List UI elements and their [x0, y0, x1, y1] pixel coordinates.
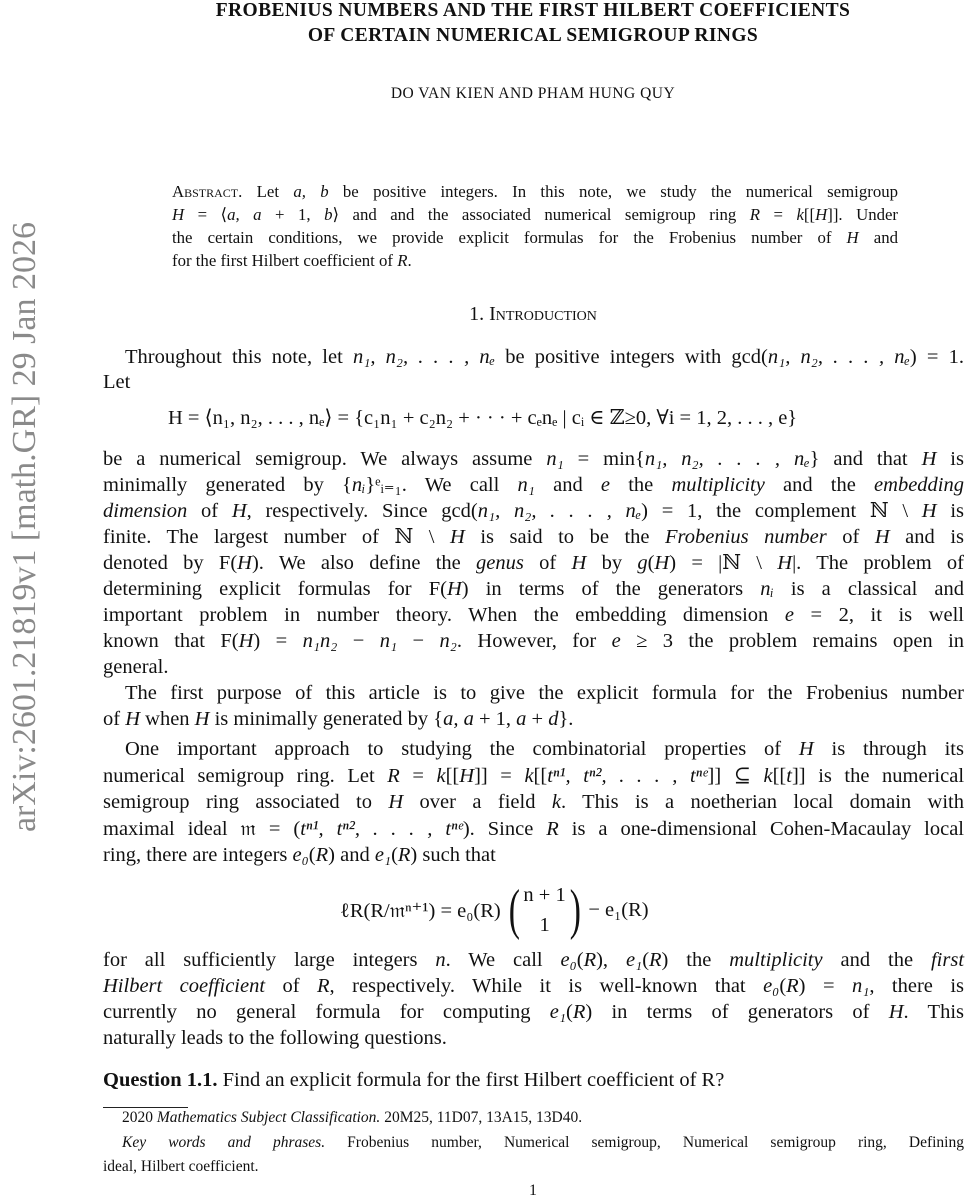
italic-text: embedding — [874, 474, 964, 496]
text-segment: be a numerical semigroup. We always assume — [103, 448, 547, 470]
italic-text: n₁, n₂, . . . , nₑ — [477, 500, 642, 522]
italic-text: H — [571, 552, 587, 574]
italic-text: tⁿ¹, tⁿ², . . . , tⁿᵉ — [547, 765, 708, 787]
italic-text: b — [324, 205, 333, 224]
text-segment: when — [140, 708, 195, 730]
text-segment: is — [936, 448, 964, 470]
text-line — [125, 680, 964, 706]
text-line — [172, 227, 898, 249]
text-segment: , there is — [869, 975, 965, 997]
title-line-2: OF CERTAIN NUMERICAL SEMIGROUP RINGS — [307, 25, 759, 46]
italic-text: a, a — [443, 708, 474, 730]
italic-text: H — [388, 791, 404, 813]
text-line — [103, 973, 964, 999]
text-segment: [[ — [803, 205, 816, 224]
italic-text: H — [798, 738, 814, 760]
text-segment: ) such that — [410, 844, 496, 866]
italic-text: n₁ — [517, 474, 535, 496]
italic-text: n₂ — [439, 630, 457, 652]
italic-text: R — [649, 949, 662, 971]
italic-text: genus — [476, 552, 524, 574]
text-segment: ring, there are integers — [103, 844, 293, 866]
text-segment: finite. The largest number of ℕ \ — [103, 526, 450, 548]
italic-text: H — [231, 500, 247, 522]
text-segment: Throughout this note, let — [125, 346, 353, 368]
question-1-1 — [103, 1067, 964, 1093]
text-line — [103, 498, 964, 524]
italic-text: H — [125, 708, 141, 730]
question-text: Find an explicit formula for the first Hilbert coefficient of R? — [217, 1069, 725, 1091]
italic-text: H — [921, 500, 937, 522]
text-segment: One important approach to studying the combinatorial properties of — [125, 738, 799, 760]
text-line — [103, 947, 964, 973]
italic-text: R — [572, 1001, 586, 1023]
text-segment: + 1, — [261, 205, 325, 224]
italic-text: a — [516, 708, 527, 730]
text-segment: − — [397, 630, 440, 652]
display-equation-hilbert — [340, 875, 649, 945]
text-segment: is a one-dimensional Cohen-Macaulay local — [558, 818, 965, 840]
text-segment: Let — [103, 371, 131, 393]
italic-text: n₁, n₂, . . . , nₑ — [352, 346, 496, 368]
italic-text: d — [548, 708, 559, 730]
italic-text: R — [397, 251, 408, 270]
text-line — [103, 472, 964, 498]
text-line — [125, 344, 964, 370]
text-segment: [[ — [772, 765, 787, 787]
text-segment: = min{ — [563, 448, 645, 470]
text-segment: ). We also define the — [251, 552, 477, 574]
italic-text: nᵢ — [351, 474, 366, 496]
text-segment: . However, for — [456, 630, 612, 652]
title-line-1: FROBENIUS NUMBERS AND THE FIRST HILBERT COEFFICIENTS — [215, 0, 851, 21]
italic-text: n₁ — [851, 975, 870, 997]
italic-text: H — [459, 765, 475, 787]
italic-text: H — [238, 630, 254, 652]
italic-text: n₁, n₂, . . . , nₑ — [644, 448, 810, 470]
text-segment: Frobenius number, Numerical semigroup, Numerical semigroup ring, Defining — [325, 1134, 964, 1151]
text-segment: of — [187, 500, 232, 522]
text-segment: be positive integers. In this note, we study the numerical semigroup — [328, 182, 898, 201]
text-segment: minimally generated by { — [103, 474, 352, 496]
text-segment: ) in terms of the generators — [461, 578, 761, 600]
text-segment: = ⟨ — [184, 205, 228, 224]
text-segment: be positive integers with gcd( — [495, 346, 768, 368]
italic-text: n₁n₂ — [302, 630, 338, 652]
text-segment: ) = 1, the complement ℕ \ — [641, 500, 922, 522]
text-segment: ]] is the numerical — [791, 765, 965, 787]
italic-text: g — [637, 552, 648, 574]
text-segment: important problem in number theory. When the embedding dimension — [103, 604, 785, 626]
italic-text: e₀ — [560, 949, 577, 971]
italic-text: k — [796, 205, 804, 224]
italic-text: k — [551, 791, 561, 813]
text-segment: and — [858, 228, 898, 247]
text-segment: . — [407, 251, 412, 270]
text-segment: ]] ⊆ — [707, 765, 764, 787]
text-segment: the certain conditions, we provide explicit formulas for the Frobenius number of — [172, 228, 847, 247]
text-line — [103, 763, 964, 789]
italic-text: R — [387, 765, 400, 787]
text-segment: ) = |ℕ \ — [669, 552, 778, 574]
text-segment: ( — [647, 552, 655, 574]
text-segment: semigroup ring associated to — [103, 791, 389, 813]
text-segment: by — [586, 552, 638, 574]
italic-text: H — [815, 205, 828, 224]
italic-text: H — [888, 1001, 904, 1023]
text-segment: of — [826, 526, 875, 548]
text-segment: ( — [642, 949, 650, 971]
authors: DO VAN KIEN AND PHAM HUNG QUY — [390, 85, 676, 102]
italic-text: multiplicity — [671, 474, 765, 496]
text-segment: for all sufficiently large integers — [103, 949, 436, 971]
equation-rhs: − e₁(R) — [588, 898, 649, 921]
italic-text: H — [446, 578, 462, 600]
text-segment: , respectively. Since gcd( — [246, 500, 478, 522]
italic-text: tⁿ¹, tⁿ², . . . , tⁿᵉ — [300, 818, 463, 840]
text-segment: ( — [566, 1001, 573, 1023]
italic-text: R — [315, 844, 329, 866]
text-segment: the — [610, 474, 672, 496]
italic-text: Key words and phrases. — [122, 1134, 326, 1151]
text-segment: . This — [903, 1001, 964, 1023]
section-heading — [90, 303, 966, 326]
text-segment: The first purpose of this article is to give the explicit formula for the Frobenius number — [125, 682, 964, 704]
text-segment: 20M25, 11D07, 13A15, 13D40. — [380, 1109, 583, 1126]
text-segment: ideal, Hilbert coefficient. — [103, 1158, 259, 1175]
text-line — [122, 1107, 582, 1129]
text-segment: is a classical and — [773, 578, 965, 600]
italic-text: a, a — [227, 205, 262, 224]
text-segment: ≥ 3 the problem remains open in — [620, 630, 965, 652]
italic-text: e — [600, 474, 610, 496]
text-segment: }ᵉᵢ₌₁. We call — [365, 474, 518, 496]
text-segment: currently no general formula for computing — [103, 1001, 550, 1023]
text-segment: }. — [558, 708, 574, 730]
text-line — [122, 1132, 964, 1154]
text-line — [103, 602, 964, 628]
text-segment: = — [399, 765, 437, 787]
text-line — [103, 789, 964, 815]
question-label: Question 1.1. — [103, 1069, 218, 1091]
text-line — [103, 446, 964, 472]
text-segment: − — [337, 630, 380, 652]
italic-text: t — [786, 765, 792, 787]
italic-text: Frobenius number — [665, 526, 827, 548]
text-segment: |. The problem of — [792, 552, 965, 574]
text-line — [103, 524, 964, 550]
text-segment: [[ — [533, 765, 548, 787]
text-segment: is minimally generated by { — [209, 708, 444, 730]
text-line — [172, 204, 898, 226]
italic-text: k — [436, 765, 446, 787]
text-segment: naturally leads to the following questions. — [103, 1027, 447, 1049]
text-line — [172, 250, 898, 272]
text-line — [103, 1156, 259, 1178]
italic-text: R — [749, 205, 761, 224]
text-segment: maximal ideal 𝔪 = ( — [103, 818, 301, 840]
italic-text: Mathematics Subject Classification. — [156, 1109, 381, 1126]
italic-text: R — [546, 818, 559, 840]
binomial-bottom: 1 — [539, 914, 550, 936]
text-segment: ) and — [328, 844, 375, 866]
italic-text: n₁ — [379, 630, 398, 652]
italic-text: R — [397, 844, 411, 866]
italic-text: e₀ — [292, 844, 309, 866]
text-line — [103, 842, 964, 868]
text-line — [103, 816, 964, 842]
text-segment: . We call — [445, 949, 561, 971]
binomial-top: n + 1 — [523, 884, 566, 906]
text-segment: ( — [779, 975, 787, 997]
text-line — [172, 181, 898, 203]
italic-text: k — [763, 765, 773, 787]
italic-text: n — [435, 949, 446, 971]
text-segment: [[ — [445, 765, 460, 787]
italic-text: H — [777, 552, 793, 574]
italic-text: nᵢ — [760, 578, 774, 600]
text-segment: for the first Hilbert coefficient of — [172, 251, 398, 270]
text-segment: ) the — [661, 949, 730, 971]
page-number: 1 — [529, 1182, 537, 1199]
italic-text: e₁ — [549, 1001, 567, 1023]
italic-text: e₁ — [625, 949, 643, 971]
text-segment: ⟩ and and the associated numerical semigroup ring — [332, 205, 750, 224]
italic-text: e — [611, 630, 621, 652]
italic-text: a, b — [293, 182, 329, 201]
text-segment: and — [534, 474, 601, 496]
text-segment: known that F( — [103, 630, 239, 652]
text-segment: denoted by F( — [103, 552, 238, 574]
text-segment: ) = 1. — [909, 346, 964, 368]
text-segment: ( — [391, 844, 398, 866]
text-segment: is — [936, 500, 964, 522]
italic-text: H — [874, 526, 890, 548]
italic-text: R — [583, 949, 597, 971]
text-segment: ]]. Under — [827, 205, 899, 224]
italic-text: H — [654, 552, 670, 574]
text-segment: ( — [576, 949, 584, 971]
text-line — [103, 654, 964, 680]
text-segment: is through its — [813, 738, 964, 760]
italic-text: k — [524, 765, 534, 787]
text-segment: } and that — [809, 448, 922, 470]
text-segment: general. — [103, 656, 169, 678]
abstract-label: Abstract. — [172, 182, 243, 201]
text-segment: ( — [308, 844, 316, 866]
italic-text: e — [784, 604, 794, 626]
text-segment: over a field — [403, 791, 552, 813]
text-line — [103, 550, 964, 576]
text-segment: of — [265, 975, 318, 997]
text-line — [103, 999, 964, 1025]
text-segment: and is — [889, 526, 964, 548]
text-line — [103, 628, 964, 654]
text-line — [125, 736, 964, 762]
text-segment: and the — [764, 474, 875, 496]
italic-text: H — [846, 228, 859, 247]
italic-text: multiplicity — [729, 949, 823, 971]
italic-text: n₁ — [546, 448, 564, 470]
italic-text: n₁, n₂, . . . , nₑ — [767, 346, 910, 368]
text-segment: is said to be the — [464, 526, 666, 548]
text-segment: = 2, it is well — [793, 604, 964, 626]
text-segment: numerical semigroup ring. Let — [103, 765, 388, 787]
text-line — [103, 1025, 964, 1051]
section-title: 1. Introduction — [469, 303, 597, 325]
italic-text: H — [172, 205, 185, 224]
text-segment: + 1, — [473, 708, 517, 730]
italic-text: dimension — [103, 500, 188, 522]
text-segment: , respectively. While it is well-known that — [329, 975, 764, 997]
text-segment: ) = — [798, 975, 852, 997]
italic-text: R — [786, 975, 799, 997]
italic-text: first — [930, 949, 965, 971]
italic-text: H — [921, 448, 937, 470]
text-segment: ). Since — [462, 818, 547, 840]
text-segment: + — [526, 708, 549, 730]
italic-text: e₀ — [763, 975, 780, 997]
italic-text: e₁ — [374, 844, 392, 866]
text-segment: = — [760, 205, 797, 224]
italic-text: H — [237, 552, 252, 574]
text-segment: and the — [822, 949, 931, 971]
text-segment: ) in terms of generators of — [585, 1001, 889, 1023]
text-line — [103, 706, 964, 732]
text-line — [103, 369, 964, 395]
display-equation-semigroup: H = ⟨n₁, n₂, . . . , nₑ⟩ = {c₁n₁ + c₂n₂ + · · · + cₑnₑ | cᵢ ∈ ℤ≥0, ∀i = 1, 2, . . . , e} — [168, 407, 798, 429]
arxiv-stamp: arXiv:2601.21819v1 [math.GR] 29 Jan 2026 — [6, 221, 43, 833]
text-segment: of — [523, 552, 572, 574]
italic-text: Hilbert coefficient — [103, 975, 266, 997]
italic-text: H — [194, 708, 210, 730]
text-segment: Let — [242, 182, 294, 201]
text-segment: 2020 — [122, 1109, 157, 1126]
binomial: ( n + 1 1 ) — [508, 879, 581, 941]
text-segment: . This is a noetherian local domain with — [560, 791, 964, 813]
text-segment: determining explicit formulas for F( — [103, 578, 447, 600]
text-segment: of — [103, 708, 126, 730]
text-segment: ), — [596, 949, 626, 971]
italic-text: H — [450, 526, 465, 548]
italic-text: R — [317, 975, 330, 997]
text-segment: ]] = — [474, 765, 525, 787]
equation-lhs: ℓR(R/𝔪ⁿ⁺¹) = e₀(R) — [340, 899, 501, 922]
text-line — [103, 576, 964, 602]
text-segment: ) = — [253, 630, 303, 652]
